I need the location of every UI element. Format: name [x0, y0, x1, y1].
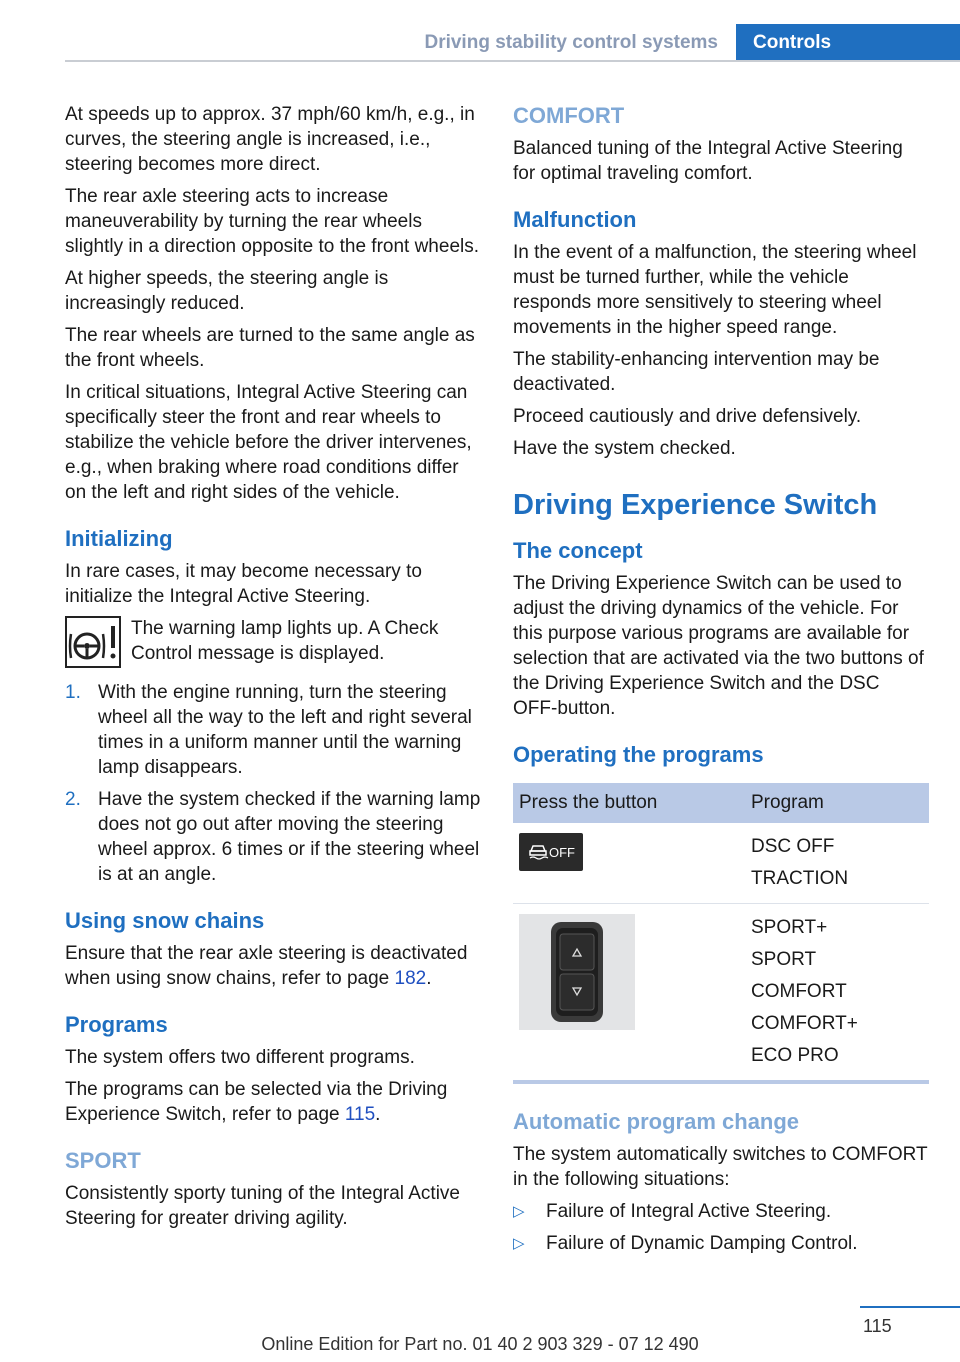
list-item	[65, 680, 483, 780]
list-item	[513, 1199, 929, 1224]
right-column	[513, 102, 929, 1263]
paragraph: Consistently sporty tuning of the Integral Active Steering for greater driving agility.	[65, 1183, 460, 1229]
dsc-off-button-image	[519, 833, 583, 871]
sentence-end: .	[375, 1104, 381, 1125]
table-cell	[513, 823, 745, 904]
table-header-row	[513, 783, 929, 823]
step-number: 1.	[65, 682, 81, 703]
program-name: TRACTION	[751, 868, 849, 889]
step-text: With the engine running, turn the steering wheel all the way to the left and right several times in a uniform manner until the warning lamp disappears.	[98, 682, 472, 778]
heading-automatic-change: Automatic program change	[513, 1109, 800, 1134]
paragraph: In rare cases, it may become necessary to initialize the Integral Active Steering.	[65, 561, 422, 607]
table-cell	[745, 904, 929, 1083]
list-item-text: Failure of Integral Active Steering.	[546, 1201, 832, 1222]
page-number: 115	[863, 1316, 892, 1336]
paragraph: Proceed cautiously and drive defensively.	[513, 406, 862, 427]
table-row	[513, 823, 929, 904]
heading-initializing: Initializing	[65, 526, 173, 551]
paragraph: Have the system checked.	[513, 438, 736, 459]
heading-concept: The concept	[513, 538, 643, 563]
paragraph: The stability-enhancing intervention may be deactivated.	[513, 349, 880, 395]
footer-rule	[860, 1306, 960, 1308]
list-item	[513, 1231, 929, 1256]
paragraph-programs-ref	[65, 1077, 483, 1127]
column-header: Press the button	[513, 783, 745, 823]
paragraph: In critical situations, Integral Active Steering can specifically steer the front and rear wheels to stabilize the vehicle before the driver intervenes, e.g., when braking where road conditions differ on the left and right sides of the vehicle.	[65, 382, 472, 503]
heading-comfort: COMFORT	[513, 103, 625, 128]
list-item	[65, 787, 483, 887]
automatic-change-list	[513, 1199, 929, 1256]
paragraph: The rear wheels are turned to the same angle as the front wheels.	[65, 325, 475, 371]
table-cell	[745, 823, 929, 904]
running-header-chapter-tab: Controls	[736, 24, 960, 62]
car-skid-icon	[527, 842, 549, 862]
table-cell	[513, 904, 745, 1083]
heading-sport: SPORT	[65, 1148, 141, 1173]
rocker-switch-icon	[547, 920, 607, 1024]
paragraph: In the event of a malfunction, the steering wheel must be turned further, while the vehicle responds more sensitively to steering wheel movements in the higher speed range.	[513, 242, 917, 338]
paragraph: The Driving Experience Switch can be used to adjust the driving dynamics of the vehicle. For this purpose various programs are available for selection that are activated via the two buttons of the Driving Experience Switch and the DSC OFF-button.	[513, 573, 924, 719]
paragraph-snow-chains	[65, 941, 483, 991]
paragraph: At higher speeds, the steering angle is increasingly reduced.	[65, 268, 389, 314]
paragraph: At speeds up to approx. 37 mph/60 km/h, e.g., in curves, the steering angle is increased, i.e., steering becomes more direct.	[65, 104, 475, 175]
list-item-text: Failure of Dynamic Damping Control.	[546, 1233, 858, 1254]
page-ref-link[interactable]: 182	[394, 968, 427, 989]
heading-driving-experience-switch: Driving Experience Switch	[513, 489, 878, 521]
heading-malfunction: Malfunction	[513, 207, 637, 232]
program-name: ECO PRO	[751, 1045, 839, 1066]
triangle-bullet-icon: ▷	[513, 1235, 525, 1252]
paragraph: The system automatically switches to COMFORT in the following situations:	[513, 1144, 928, 1190]
dsc-off-label: OFF	[549, 844, 575, 860]
driving-experience-switch-image	[519, 914, 635, 1030]
warning-lamp-note	[65, 616, 483, 668]
program-name: COMFORT	[751, 981, 847, 1002]
paragraph: The system offers two different programs.	[65, 1047, 415, 1068]
initializing-steps	[65, 680, 483, 887]
paragraph: Balanced tuning of the Integral Active Steering for optimal traveling comfort.	[513, 138, 903, 184]
snow-chains-text: Ensure that the rear axle steering is deactivated when using snow chains, refer to page	[65, 943, 468, 989]
steering-warning-lamp-icon	[65, 616, 121, 668]
step-number: 2.	[65, 789, 81, 810]
program-name: DSC OFF	[751, 836, 835, 857]
programs-text: The programs can be selected via the Driving Experience Switch, refer to page	[65, 1079, 448, 1125]
program-name: SPORT+	[751, 917, 828, 938]
paragraph: The rear axle steering acts to increase maneuverability by turning the rear wheels slightly in a direction opposite to the front wheels.	[65, 186, 480, 257]
warning-lamp-text: The warning lamp lights up. A Check Control message is displayed.	[131, 618, 439, 664]
program-name: COMFORT+	[751, 1013, 858, 1034]
programs-table	[513, 783, 929, 1084]
sentence-end: .	[426, 968, 432, 989]
header-rule	[65, 60, 960, 62]
program-name: SPORT	[751, 949, 817, 970]
heading-operating-programs: Operating the programs	[513, 742, 764, 767]
page-ref-link[interactable]: 115	[344, 1104, 376, 1125]
table-row	[513, 904, 929, 1083]
footer-edition: Online Edition for Part no. 01 40 2 903 329 - 07 12 490	[261, 1334, 699, 1354]
left-column	[65, 102, 483, 1238]
step-text: Have the system checked if the warning lamp does not go out after moving the steering wheel approx. 6 times or if the steering wheel is at an angle.	[98, 789, 481, 885]
running-header-section: Driving stability control systems	[424, 32, 718, 53]
heading-programs: Programs	[65, 1012, 168, 1037]
heading-snow-chains: Using snow chains	[65, 908, 265, 933]
column-header: Program	[745, 783, 929, 823]
triangle-bullet-icon: ▷	[513, 1203, 525, 1220]
